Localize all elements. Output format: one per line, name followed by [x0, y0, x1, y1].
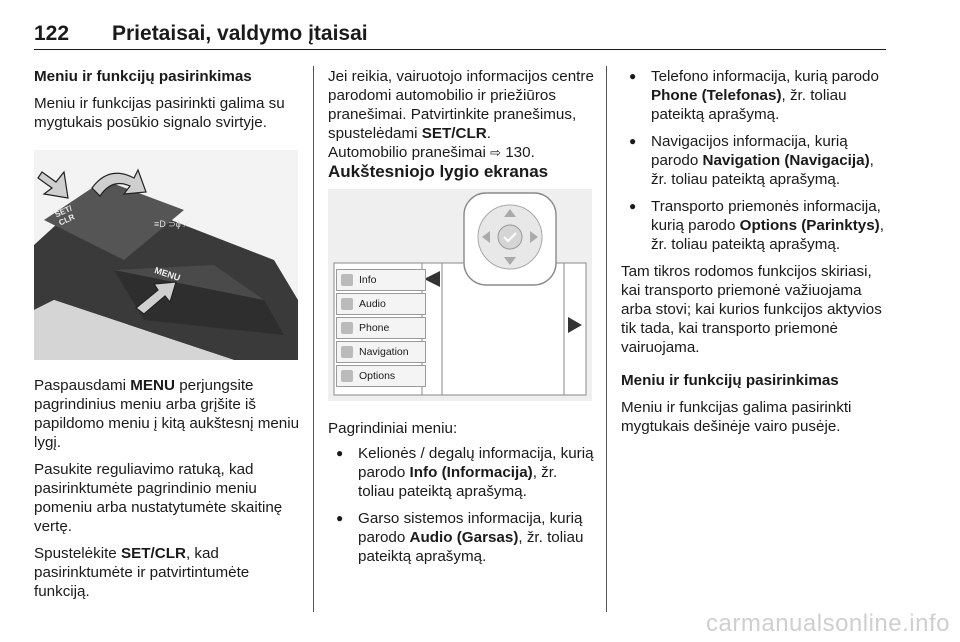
- column-3: [621, 67, 889, 436]
- page-header: [34, 22, 368, 46]
- driving-paragraph: Tam tikros rodomos funkcijos skiriasi, kai transporto priemonė važiuojama arba stovi; kai kurios funkcijos aktyvios tik tada, kai transporto priemonė vairuojama.: [621, 263, 882, 356]
- page-number: 122: [34, 22, 70, 45]
- messages-paragraph: Jei reikia, vairuotojo informacijos centre parodomi automobilio ir priežiūros pranešimai. Patvirtinkite pranešimus, spustelėdami SET/CLR. Automobilio pranešimai ⇨ 130.: [328, 68, 594, 161]
- svg-text:≡D ⊃ɸ ⟋: ≡D ⊃ɸ ⟋: [154, 219, 190, 229]
- menu-item-options[interactable]: Options: [336, 365, 426, 387]
- list-item: ● Navigacijos informacija, kurią parodo Navigation (Navigacija), žr. toliau pateiktą aprašymą.: [621, 132, 889, 189]
- gear-icon: [341, 370, 353, 382]
- car-icon: [341, 274, 353, 286]
- set-clr-keyword: SET/CLR: [120, 545, 186, 562]
- intro-paragraph: Meniu ir funkcijas pasirinkti galima su mygtukais posūkio signalo svirtyje.: [34, 95, 285, 131]
- menu-item-phone[interactable]: Phone: [336, 317, 426, 339]
- wheel-paragraph: Pasukite reguliavimo ratuką, kad pasirinktumėte pagrindinio meniu pomeniu arba nustatytumėte skaitinę vertę.: [34, 461, 283, 535]
- navigation-icon: [341, 346, 353, 358]
- column-1: [34, 67, 300, 609]
- set-clr-keyword-2: SET/CLR: [421, 125, 487, 142]
- menu-button-label: MENU: [153, 265, 182, 283]
- chapter-title: Prietaisai, valdymo įtaisai: [112, 22, 368, 45]
- set-clr-button-label: SET/ CLR: [53, 203, 77, 228]
- column-divider-2: [606, 66, 607, 612]
- section-subtitle-2: Meniu ir funkcijų pasirinkimas: [621, 372, 839, 389]
- phone-icon: [341, 322, 353, 334]
- menu-paragraph: Paspausdami MENU perjungsite pagrindinius meniu arba grįšite iš papildomo meniu į kitą aukštesnį meniu lygį.: [34, 377, 300, 451]
- main-menus-list-continued: [621, 67, 889, 254]
- page-ref-arrow-icon: ⇨: [490, 145, 501, 160]
- main-menus-intro: Pagrindiniai meniu:: [328, 420, 458, 437]
- set-clr-paragraph: Spustelėkite SET/CLR, kad pasirinktumėte ir patvirtintumėte funkciją.: [34, 545, 250, 600]
- main-menus-list: [328, 444, 594, 566]
- menu-item-info[interactable]: Info: [336, 269, 426, 291]
- turn-signal-lever-illustration: [34, 150, 298, 360]
- steering-wheel-paragraph: Meniu ir funkcijas galima pasirinkti mygtukais dešinėje vairo pusėje.: [621, 399, 852, 435]
- page-ref-link[interactable]: 130.: [505, 144, 535, 161]
- lever-drawing: [34, 150, 298, 360]
- column-2: [328, 67, 594, 574]
- list-item: ● Telefono informacija, kurią parodo Phone (Telefonas), žr. toliau pateiktą aprašymą.: [621, 67, 889, 124]
- column-divider-1: [313, 66, 314, 612]
- header-rule: [34, 49, 886, 50]
- section-subtitle: Meniu ir funkcijų pasirinkimas: [34, 68, 252, 85]
- menu-item-navigation[interactable]: Navigation: [336, 341, 426, 363]
- menu-keyword: MENU: [130, 377, 175, 394]
- list-item: ● Transporto priemonės informacija, kurią parodo Options (Parinktys), žr. toliau pateiktą aprašymą.: [621, 197, 889, 254]
- watermark: carmanualsonline.info: [706, 610, 950, 637]
- display-screen-illustration: [328, 189, 592, 401]
- list-item: ● Kelionės / degalų informacija, kurią parodo Info (Informacija), žr. toliau pateiktą aprašymą.: [328, 444, 594, 501]
- music-note-icon: [341, 298, 353, 310]
- list-item: ● Garso sistemos informacija, kurią parodo Audio (Garsas), žr. toliau pateiktą aprašymą.: [328, 509, 594, 566]
- menu-item-audio[interactable]: Audio: [336, 293, 426, 315]
- section-heading: Aukštesniojo lygio ekranas: [328, 162, 549, 181]
